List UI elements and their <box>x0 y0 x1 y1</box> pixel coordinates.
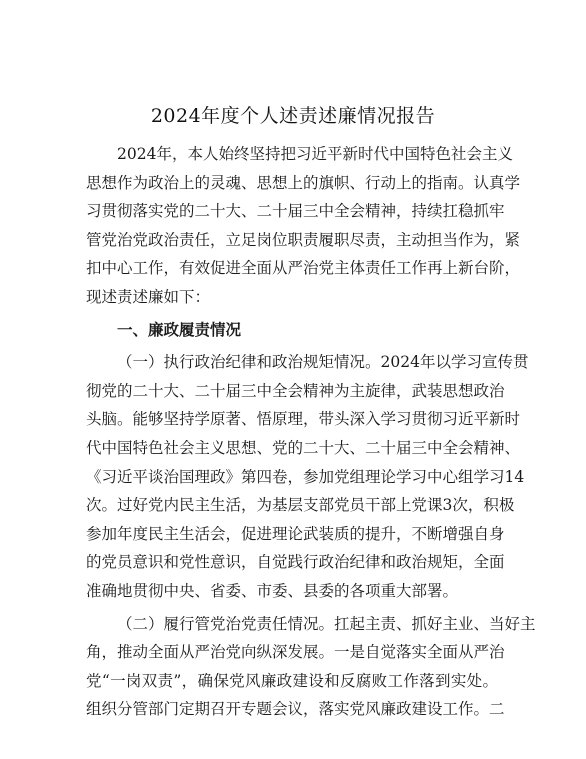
paragraph-line: 角，推动全面从严治党向纵深发展。一是自觉落实全面从严治 <box>86 643 505 662</box>
paragraph-line: 参加年度民主生活会，促进理论武装质的提升，不断增强自身 <box>86 524 505 543</box>
document-title: 2024年度个人述责述廉情况报告 <box>150 105 436 127</box>
paragraph-line: 现述责述廉如下： <box>86 287 211 306</box>
paragraph-line: （二）履行管党治党责任情况。扛起主责、抓好主业、当好主 <box>117 614 536 633</box>
paragraph-line: 彻党的二十大、二十届三中全会精神为主旋律，武装思想政治 <box>86 381 505 400</box>
paragraph-line: 准确地贯彻中央、省委、市委、县委的各项重大部署。 <box>86 581 459 600</box>
paragraph-line: 次。过好党内民主生活，为基层支部党员干部上党课3次，积极 <box>86 496 515 515</box>
paragraph-line: 头脑。能够坚持学原著、悟原理，带头深入学习贯彻习近平新时 <box>86 410 521 429</box>
paragraph-line: 代中国特色社会主义思想、党的二十大、二十届三中全会精神、 <box>86 438 521 457</box>
section-heading: 一、廉政履责情况 <box>117 319 242 339</box>
paragraph-line: 党“一岗双责”，确保党风廉政建设和反腐败工作落到实处。 <box>86 671 498 690</box>
paragraph-line: 《习近平谈治国理政》第四卷，参加党组理论学习中心组学习14 <box>86 467 525 486</box>
paragraph-line: 思想作为政治上的灵魂、思想上的旗帜、行动上的指南。认真学 <box>86 173 521 192</box>
paragraph-line: （一）执行政治纪律和政治规矩情况。2024年以学习宣传贯 <box>117 353 529 372</box>
paragraph-line: 2024年，本人始终坚持把习近平新时代中国特色社会主义 <box>117 145 513 163</box>
paragraph-line: 组织分管部门定期召开专题会议，落实党风廉政建设工作。二 <box>86 700 505 719</box>
paragraph-line: 管党治党政治责任，立足岗位职责履职尽责，主动担当作为，紧 <box>86 230 521 249</box>
paragraph-line: 习贯彻落实党的二十大、二十届三中全会精神，持续扛稳抓牢 <box>86 202 505 221</box>
document-body <box>86 140 536 724</box>
paragraph-line: 扣中心工作，有效促进全面从严治党主体责任工作再上新台阶， <box>86 259 521 278</box>
paragraph-line: 的党员意识和党性意识，自觉践行政治纪律和政治规矩，全面 <box>86 553 505 572</box>
